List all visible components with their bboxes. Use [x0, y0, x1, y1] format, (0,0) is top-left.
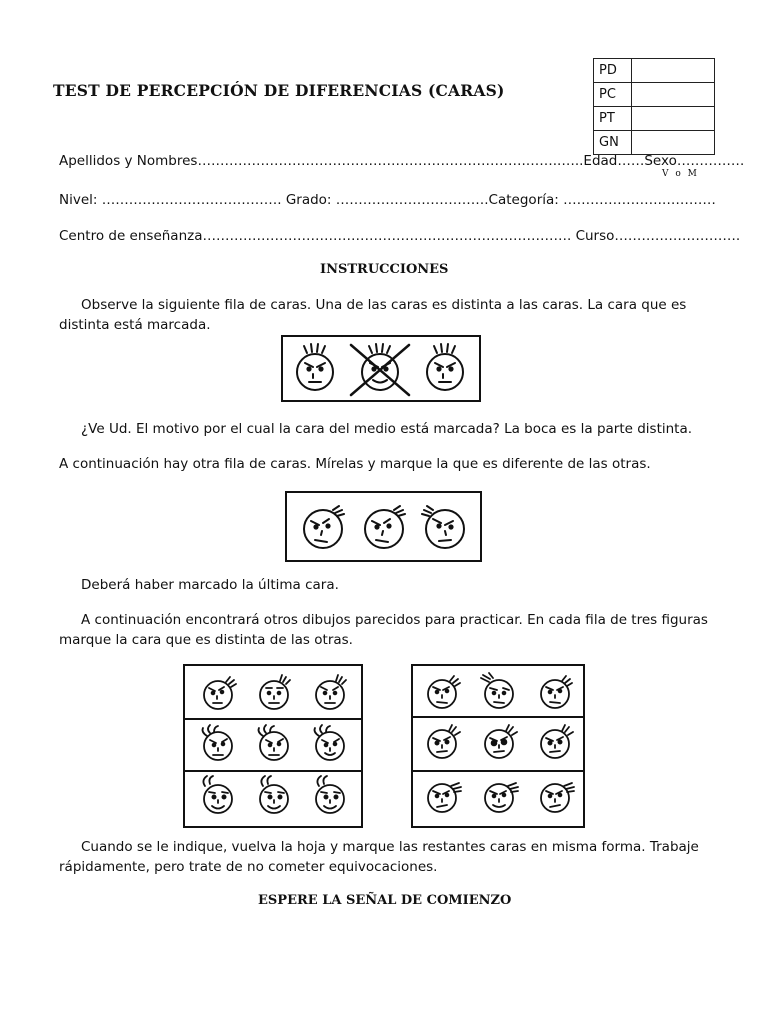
start-signal-notice: ESPERE LA SEÑAL DE COMIENZO: [258, 893, 512, 908]
face-icon: [297, 344, 333, 390]
face-icon[interactable]: [422, 506, 464, 548]
instruction-paragraph-6: [59, 838, 719, 877]
instruction-paragraph-1: [59, 296, 709, 335]
face-icon[interactable]: [485, 725, 517, 758]
score-label-pc: PC: [594, 83, 632, 107]
face-icon[interactable]: [428, 725, 460, 758]
face-icon[interactable]: [541, 676, 572, 708]
face-icon[interactable]: [259, 725, 289, 760]
face-icon: [427, 344, 463, 390]
level-grade-category-field[interactable]: Nivel: …………………………………. Grado: …………………………….Categoría: ………………….…………: [59, 192, 716, 208]
face-icon[interactable]: [260, 776, 288, 813]
face-icon[interactable]: [203, 725, 233, 760]
score-table: [593, 58, 715, 155]
instruction-paragraph-5-text: A continuación encontrará otros dibujos parecidos para practicar. En cada fila de tres figuras marque la cara que es distinta de las otras.: [59, 612, 708, 648]
example-faces-row-1: [281, 335, 481, 402]
face-icon[interactable]: [481, 673, 513, 708]
score-value-gn[interactable]: [632, 131, 715, 155]
face-icon[interactable]: [203, 776, 232, 813]
score-label-pd: PD: [594, 59, 632, 83]
score-value-pt[interactable]: [632, 107, 715, 131]
score-label-pt: PT: [594, 107, 632, 131]
face-icon[interactable]: [541, 725, 573, 758]
face-icon[interactable]: [315, 725, 345, 760]
instruction-paragraph-2: [59, 420, 739, 440]
school-course-field[interactable]: Centro de enseñanza………………………………………………………………………. Curso……………………….: [59, 228, 741, 244]
score-value-pc[interactable]: [632, 83, 715, 107]
instruction-paragraph-3: A continuación hay otra fila de caras. Mírelas y marque la que es diferente de las otras.: [59, 456, 651, 472]
example-faces-row-2[interactable]: [285, 491, 482, 562]
face-icon[interactable]: [541, 783, 574, 812]
face-icon[interactable]: [485, 783, 518, 812]
instructions-heading: INSTRUCCIONES: [320, 262, 449, 277]
face-icon[interactable]: [204, 677, 236, 709]
name-age-sex-field[interactable]: Apellidos y Nombres……………………………………………………………….……..…..Edad……Sexo……………: [59, 153, 745, 169]
instruction-paragraph-6-text: Cuando se le indique, vuelva la hoja y marque las restantes caras en misma forma. Trabaje rápidamente, pero trate de no cometer equivocaciones.: [59, 839, 699, 875]
page-title: TEST DE PERCEPCIÓN DE DIFERENCIAS (CARAS): [53, 81, 505, 100]
practice-grid-left: [183, 664, 363, 828]
instruction-paragraph-1-text: Observe la siguiente fila de caras. Una de las caras es distinta a las caras. La cara que es distinta está marcada.: [59, 297, 687, 333]
instruction-paragraph-2-text: ¿Ve Ud. El motivo por el cual la cara del medio está marcada? La boca es la parte distinta.: [81, 421, 693, 437]
face-icon[interactable]: [316, 675, 346, 709]
instruction-paragraph-4-text: Deberá haber marcado la última cara.: [81, 577, 339, 593]
face-icon[interactable]: [428, 783, 461, 812]
face-icon[interactable]: [428, 676, 460, 708]
face-icon[interactable]: [316, 776, 344, 813]
instruction-paragraph-4: [59, 576, 739, 596]
score-label-gn: GN: [594, 131, 632, 155]
instruction-paragraph-5: [59, 611, 709, 650]
face-icon[interactable]: [304, 506, 344, 548]
face-icon[interactable]: [260, 675, 290, 709]
face-icon[interactable]: [365, 506, 405, 548]
face-icon-marked: [351, 344, 409, 395]
score-value-pd[interactable]: [632, 59, 715, 83]
sex-hint: V o M: [662, 169, 699, 179]
practice-grid-right: [411, 664, 585, 828]
